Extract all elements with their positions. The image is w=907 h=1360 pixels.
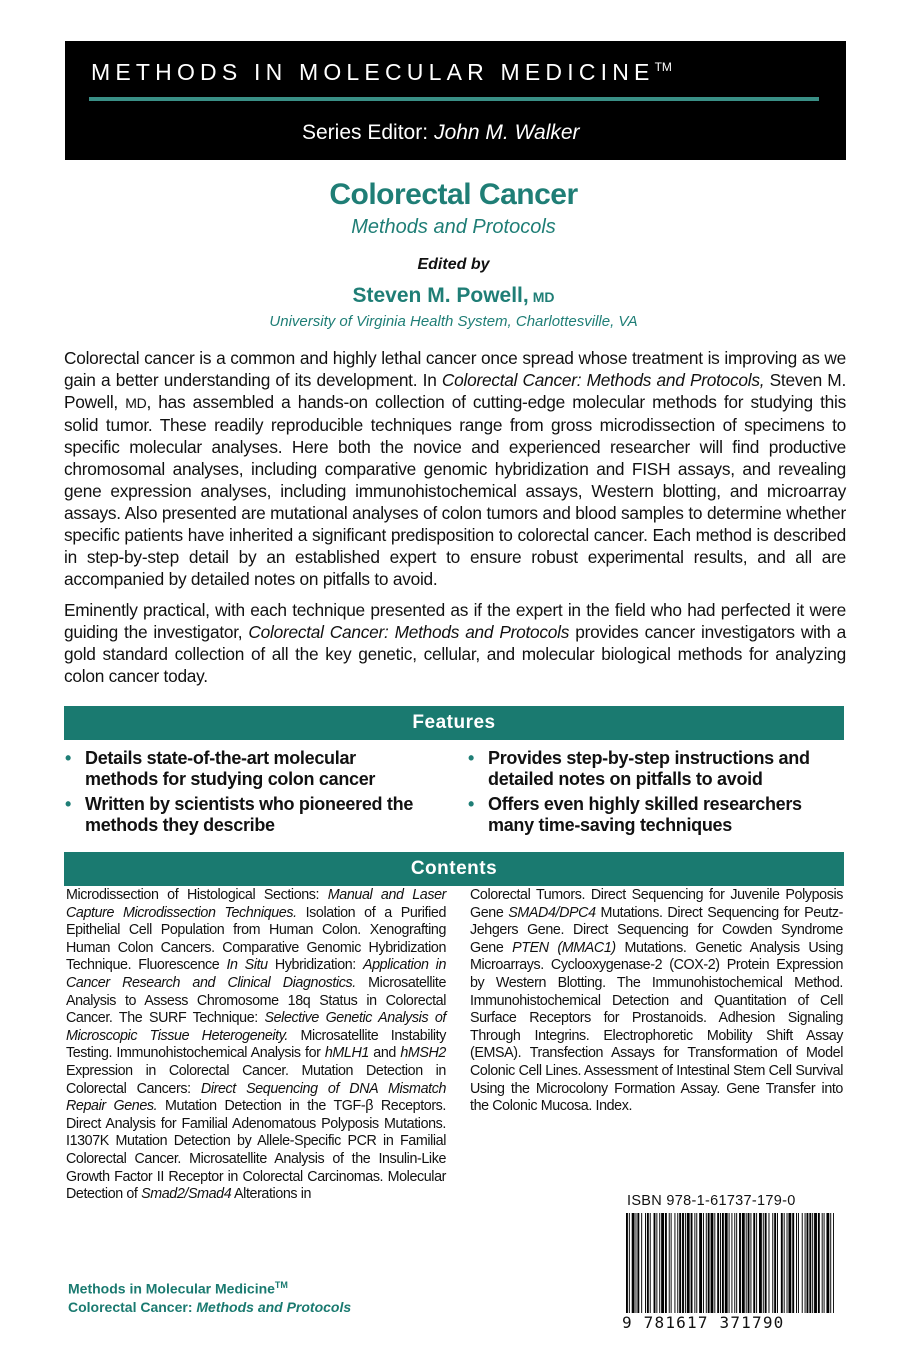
barcode-bar: [765, 1213, 767, 1313]
barcode-bar: [682, 1213, 684, 1313]
barcode-bar: [687, 1213, 690, 1313]
barcode-bar: [812, 1213, 813, 1313]
barcode-bar: [792, 1213, 794, 1313]
barcode-bar: [708, 1213, 710, 1313]
barcode-bar: [717, 1213, 719, 1313]
barcode-bar: [671, 1213, 672, 1313]
barcode-bar: [774, 1213, 776, 1313]
barcode-bar: [809, 1213, 811, 1313]
barcode-bar: [826, 1213, 829, 1313]
barcode-bar: [750, 1213, 751, 1313]
barcode-bar: [739, 1213, 741, 1313]
barcode-bar: [703, 1213, 704, 1313]
barcode-bar: [722, 1213, 724, 1313]
barcode-bar: [798, 1213, 799, 1313]
barcode-bar: [781, 1213, 783, 1313]
feature-item: • Written by scientists who pioneered the methods they describe: [65, 794, 414, 835]
header-divider: [89, 97, 819, 101]
description-paragraph-1: Colorectal cancer is a common and highly lethal cancer once spread whose treatment is improving as we gain a better understanding of its development. In Colorectal Cancer: Methods and Protocols, Steven M. Powell, MD, has assembled a hands-on collection of cutting-edge molecular methods for studying this solid tumor. These readily reproducible techniques range from gross microdissection of specimens to specific molecular analyses. Here both the novice and experienced researcher will find productive chromosomal analyses, including comparative genomic hybridization and FISH assays, and revealing gene expression analyses, including immunohistochemical assays, Western blotting, and microarray assays. Also presented are mutational analyses of colon tumors and blood samples to determine whether specific patients have inherited a significant predisposition to colorectal cancer. Each method is described in step-by-step detail by an established expert to ensure robust experimental results, and all are accompanied by detailed notes on pitfalls to avoid.: [64, 348, 847, 589]
barcode-bar: [677, 1213, 678, 1313]
barcode-bar: [669, 1213, 670, 1313]
isbn-label: ISBN 978-1-61737-179-0: [627, 1193, 796, 1209]
series-title: METHODS IN MOLECULAR MEDICINE™: [91, 59, 672, 85]
barcode-bar: [650, 1213, 651, 1313]
footer-book: Colorectal Cancer: Methods and Protocols: [68, 1299, 352, 1315]
series-header: [65, 41, 846, 160]
contents-column-2: Colorectal Tumors. Direct Sequencing for Juvenile Polyposis Gene SMAD4/DPC4 Mutations. Direct Sequencing for Peutz-Jehgers Gene. Direct Sequencing for Cowden Syndrome Gene PTEN (MMAC1) Mutations. Genetic Analysis Using Microarrays. Cyclooxygenase-2 (COX-2) Protein Expression by Western Blotting. The Immunohistochemical Method. Immunohistochemical Detection and Quantitation of Cell Surface Receptors for Prostanoids. Adhesion Signaling Through Integrins. Electrophoretic Mobility Shift Assay (EMSA). Transfection Assays for Transformation of Model Colonic Cell Lines. Assessment of Intestinal Stem Cell Survival Using the Microcolony Formation Assay. Gene Transfer into the Colonic Mucosa. Index.: [470, 887, 843, 1115]
barcode-bar: [802, 1213, 803, 1313]
barcode-bar: [637, 1213, 639, 1313]
barcode-bar: [665, 1213, 667, 1313]
barcode-bar: [759, 1213, 762, 1313]
barcode-bar: [734, 1213, 735, 1313]
barcode-bar: [696, 1213, 697, 1313]
contents-heading: Contents: [64, 852, 844, 886]
footer-series: Methods in Molecular Medicine™: [68, 1280, 288, 1297]
barcode-bar: [679, 1213, 681, 1313]
series-editor: Series Editor: John M. Walker: [302, 121, 580, 144]
barcode-bar: [746, 1213, 747, 1313]
barcode-bar: [807, 1213, 809, 1313]
barcode-bar: [685, 1213, 686, 1313]
barcode-bar: [731, 1213, 732, 1313]
barcode-bar: [661, 1213, 664, 1313]
barcode-bar: [822, 1213, 823, 1313]
barcode-bar: [626, 1213, 628, 1313]
barcode-bar: [656, 1213, 657, 1313]
barcode-bar: [636, 1213, 637, 1313]
barcode-bar: [725, 1213, 728, 1313]
barcode-bar: [729, 1213, 730, 1313]
barcode-bar: [691, 1213, 693, 1313]
barcode-bar: [641, 1213, 642, 1313]
barcode: [626, 1213, 834, 1313]
barcode-bar: [699, 1213, 702, 1313]
barcode-bar: [714, 1213, 715, 1313]
features-heading: Features: [64, 706, 844, 740]
barcode-bar: [632, 1213, 635, 1313]
barcode-bar: [833, 1213, 834, 1313]
barcode-bar: [706, 1213, 707, 1313]
barcode-bar: [753, 1213, 755, 1313]
barcode-bar: [796, 1213, 797, 1313]
barcode-bar: [763, 1213, 764, 1313]
barcode-bar: [736, 1213, 737, 1313]
book-subtitle: Methods and Protocols: [351, 216, 556, 238]
barcode-bar: [818, 1213, 820, 1313]
barcode-bar: [674, 1213, 675, 1313]
barcode-bar: [629, 1213, 630, 1313]
barcode-bar: [694, 1213, 695, 1313]
barcode-bar: [654, 1213, 656, 1313]
barcode-bar: [742, 1213, 745, 1313]
barcode-bar: [711, 1213, 714, 1313]
contents-column-1: Microdissection of Histological Sections: Manual and Laser Capture Microdissection Techniques. Isolation of a Purified Epithelial Cell Population from Human Colon. Xenografting Human Colon Cancers. Comparative Genomic Hybridization Technique. Fluorescence In Situ Hybridization: Application in Cancer Research and Clinical Diagnostics. Microsatellite Analysis to Assess Chromosome 18q Status in Colorectal Cancer. The SURF Technique: Selective Genetic Analysis of Microscopic Tissue Heterogeneity. Microsatellite Instability Testing. Immunohistochemical Analysis for hMLH1 and hMSH2 Expression in Colorectal Cancer. Mutation Detection in Colorectal Cancers: Direct Sequencing of DNA Mismatch Repair Genes. Mutation Detection in the TGF-β Receptors. Direct Analysis for Familial Adenomatous Polyposis Mutations. I1307K Mutation Detection by Allele-Specific PCR in Familial Colorectal Cancer. Microsatellite Analysis of the Insulin-Like Growth Factor II Receptor in Colorectal Carcinomas. Molecular Detection of Smad2/Smad4 Alterations in: [66, 887, 446, 1203]
barcode-bar: [787, 1213, 788, 1313]
barcode-bar: [784, 1213, 785, 1313]
feature-item: • Offers even highly skilled researchers many time-saving techniques: [468, 794, 802, 835]
barcode-bar: [748, 1213, 750, 1313]
barcode-bar: [777, 1213, 778, 1313]
editor-affiliation: University of Virginia Health System, Charlottesville, VA: [269, 313, 638, 330]
barcode-bar: [720, 1213, 721, 1313]
barcode-bar: [645, 1213, 646, 1313]
barcode-bar: [756, 1213, 757, 1313]
editor-name: Steven M. Powell, MD: [352, 284, 555, 307]
barcode-bar: [769, 1213, 770, 1313]
book-title: Colorectal Cancer: [329, 178, 578, 211]
feature-item: • Provides step-by-step instructions and detailed notes on pitfalls to avoid: [468, 748, 810, 789]
barcode-bar: [830, 1213, 831, 1313]
barcode-bar: [772, 1213, 773, 1313]
description-paragraph-2: Eminently practical, with each technique presented as if the expert in the field who had perfected it were guiding the investigator, Colorectal Cancer: Methods and Protocols provides cancer investigators with a gold standard collection of all the key genetic, cellular, and molecular biological methods for analyzing colon cancer today.: [64, 600, 846, 686]
barcode-bar: [659, 1213, 660, 1313]
barcode-bar: [824, 1213, 825, 1313]
barcode-bar: [814, 1213, 817, 1313]
barcode-bar: [805, 1213, 806, 1313]
feature-item: • Details state-of-the-art molecular methods for studying colon cancer: [65, 748, 376, 789]
barcode-number: 9 781617 371790: [622, 1313, 785, 1332]
barcode-bar: [647, 1213, 649, 1313]
edited-by: Edited by: [417, 256, 490, 273]
barcode-bar: [788, 1213, 791, 1313]
